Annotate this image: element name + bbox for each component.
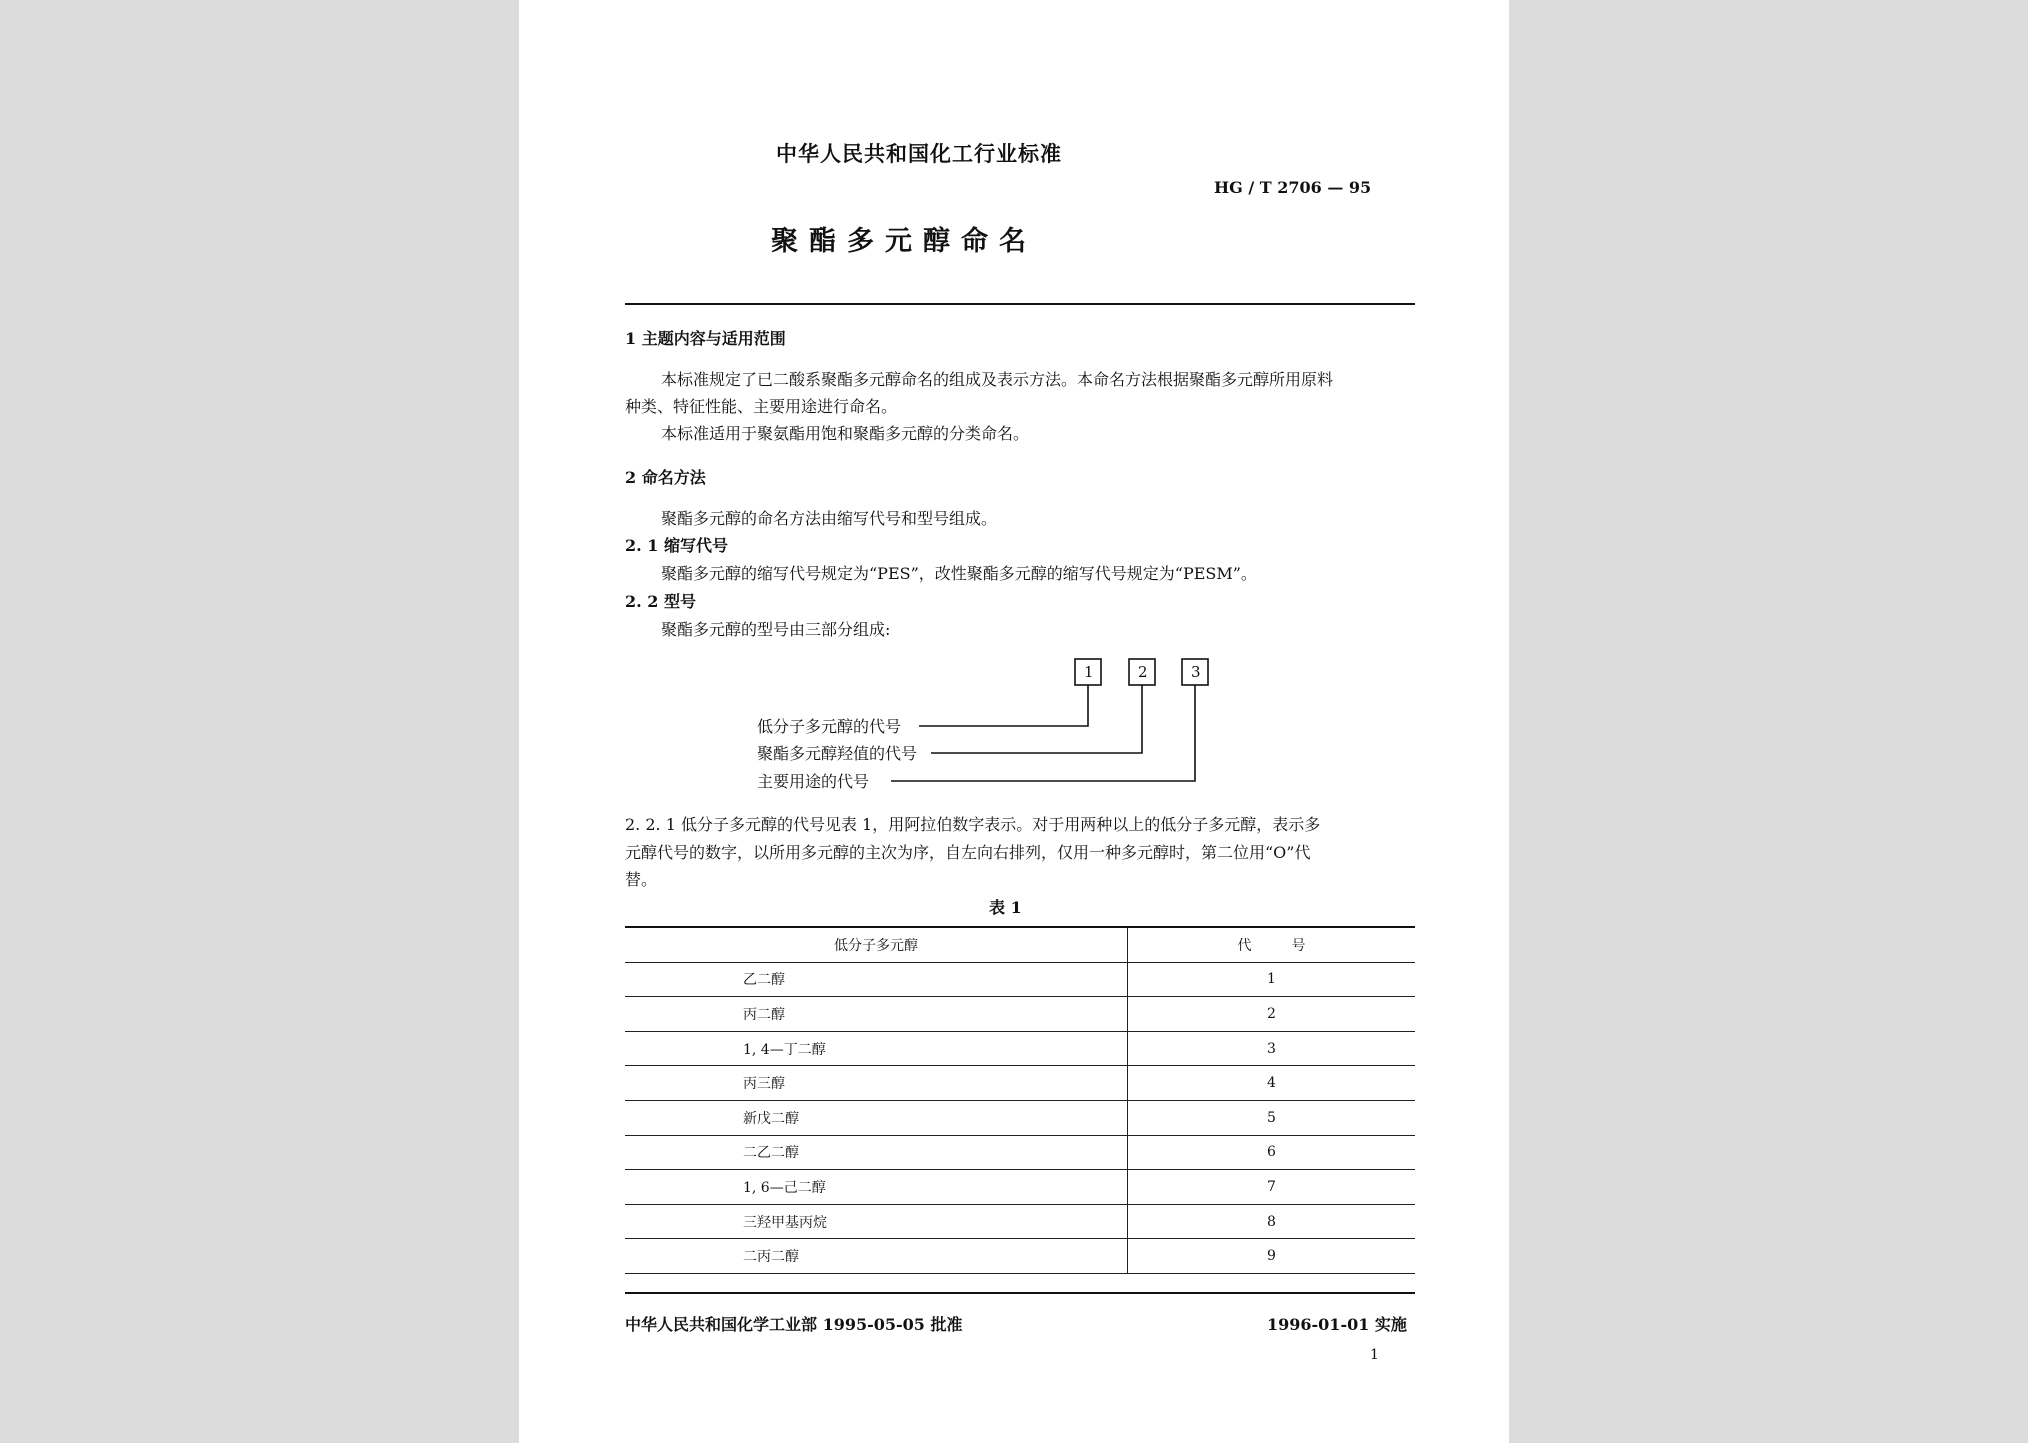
section-1-paragraph-1-line-2: 种类、特征性能、主要用途进行命名。: [625, 397, 898, 416]
polyol-code-table: [625, 926, 1415, 1274]
table-cell-polyol: 新戊二醇: [625, 1100, 1128, 1135]
section-2-2-1-line-2: 元醇代号的数字，以所用多元醇的主次为序，自左向右排列，仅用一种多元醇时，第二位用“O”代: [625, 843, 1311, 862]
diagram-box-2-label: 2: [1138, 663, 1148, 681]
table-cell-code: 5: [1128, 1100, 1416, 1135]
table-row: [625, 1239, 1415, 1274]
page-number: 1: [1370, 1347, 1379, 1363]
table-cell-code: 8: [1128, 1204, 1416, 1239]
diagram-label-usage-code: 主要用途的代号: [757, 772, 870, 791]
document-title: 聚酯多元醇命名: [771, 226, 1037, 257]
section-2-2-1-line-3: 替。: [625, 870, 658, 889]
table-cell-code: 9: [1128, 1239, 1416, 1274]
diagram-label-hydroxyl-code: 聚酯多元醇羟值的代号: [757, 744, 918, 763]
table-cell-polyol: 乙二醇: [625, 962, 1128, 997]
table-cell-polyol: 1, 6—己二醇: [625, 1170, 1128, 1205]
diagram-connector-lines: [519, 0, 1509, 800]
table-cell-code: 7: [1128, 1170, 1416, 1205]
table-cell-polyol: 二乙二醇: [625, 1135, 1128, 1170]
section-2-2-heading: 2. 2 型号: [625, 592, 696, 611]
diagram-line-3: [891, 685, 1195, 781]
table-cell-code: 4: [1128, 1066, 1416, 1101]
table-cell-code: 2: [1128, 997, 1416, 1032]
table-header-code: 代号: [1128, 927, 1416, 962]
footer-divider: [625, 1292, 1415, 1294]
standard-code: HG / T 2706 — 95: [1214, 178, 1372, 197]
table-cell-code: 3: [1128, 1031, 1416, 1066]
table-row: [625, 1100, 1415, 1135]
table-cell-polyol: 二丙二醇: [625, 1239, 1128, 1274]
section-2-heading: 2 命名方法: [625, 468, 706, 487]
section-1-heading: 1 主题内容与适用范围: [625, 329, 786, 348]
diagram-box-3-label: 3: [1191, 663, 1201, 681]
table-header-polyol: 低分子多元醇: [625, 927, 1128, 962]
table-row: [625, 1066, 1415, 1101]
section-2-intro: 聚酯多元醇的命名方法由缩写代号和型号组成。: [661, 509, 998, 528]
table-cell-code: 1: [1128, 962, 1416, 997]
diagram-line-1: [919, 685, 1088, 726]
diagram-box-1-label: 1: [1084, 663, 1094, 681]
section-2-1-heading: 2. 1 缩写代号: [625, 536, 728, 555]
diagram-line-2: [931, 685, 1142, 753]
table-cell-polyol: 1, 4—丁二醇: [625, 1031, 1128, 1066]
table-row: [625, 997, 1415, 1032]
section-2-2-body: 聚酯多元醇的型号由三部分组成:: [661, 620, 891, 639]
table-cell-polyol: 丙三醇: [625, 1066, 1128, 1101]
effective-date: 1996-01-01 实施: [1267, 1315, 1407, 1334]
table-row: [625, 962, 1415, 997]
diagram-label-polyol-code: 低分子多元醇的代号: [757, 717, 902, 736]
table-row: [625, 1135, 1415, 1170]
section-2-1-body: 聚酯多元醇的缩写代号规定为“PES”，改性聚酯多元醇的缩写代号规定为“PESM”。: [661, 564, 1257, 583]
document-page: [519, 0, 1509, 1443]
table-header-row: [625, 927, 1415, 962]
table-row: [625, 1204, 1415, 1239]
table-row: [625, 1031, 1415, 1066]
issuing-organization: 中华人民共和国化工行业标准: [776, 141, 1062, 166]
approval-statement: 中华人民共和国化学工业部 1995-05-05 批准: [625, 1315, 963, 1334]
section-2-2-1-line-1: 2. 2. 1 低分子多元醇的代号见表 1，用阿拉伯数字表示。对于用两种以上的低分子多元醇，表示多: [625, 815, 1321, 834]
table-caption: 表 1: [989, 898, 1022, 917]
section-1-paragraph-1-line-1: 本标准规定了已二酸系聚酯多元醇命名的组成及表示方法。本命名方法根据聚酯多元醇所用原料: [661, 370, 1334, 389]
table-cell-polyol: 丙二醇: [625, 997, 1128, 1032]
section-1-paragraph-2: 本标准适用于聚氨酯用饱和聚酯多元醇的分类命名。: [661, 424, 1030, 443]
table-row: [625, 1170, 1415, 1205]
table-cell-code: 6: [1128, 1135, 1416, 1170]
table-cell-polyol: 三羟甲基丙烷: [625, 1204, 1128, 1239]
